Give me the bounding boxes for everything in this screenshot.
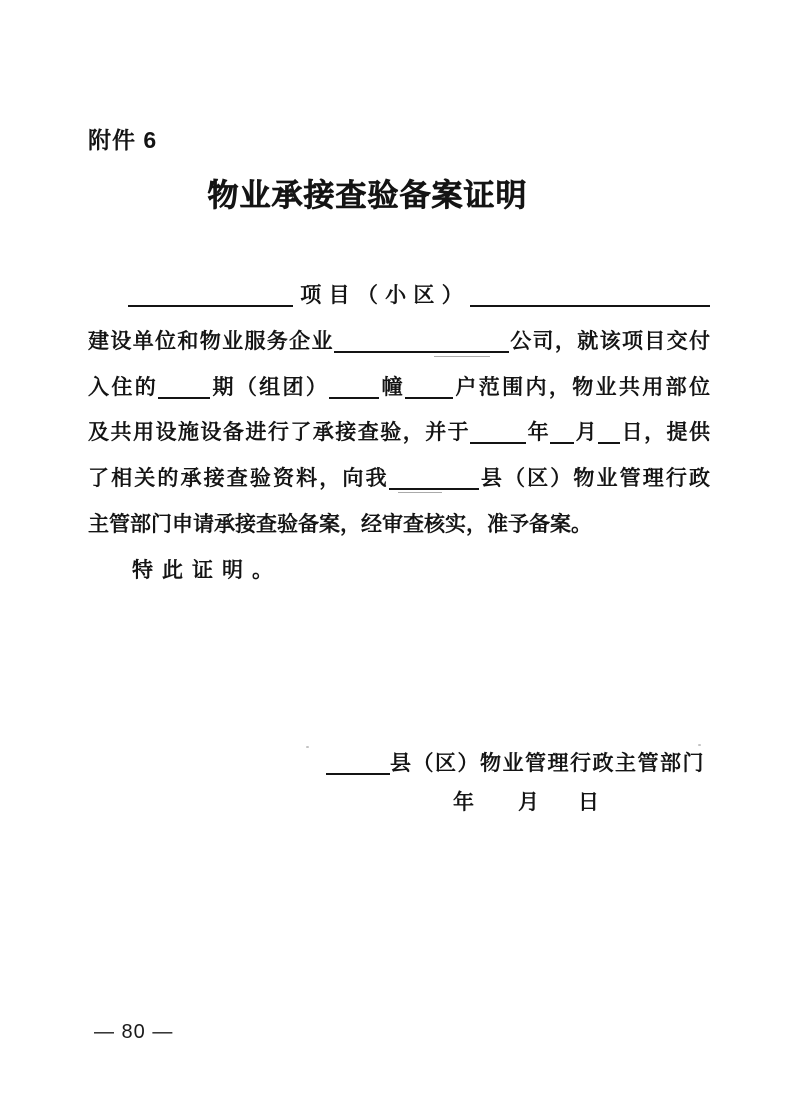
form-line-county xyxy=(88,456,710,502)
day-blank xyxy=(598,436,620,444)
signature-authority: 县（区）物业管理行政主管部门 xyxy=(390,752,705,775)
phase-blank xyxy=(158,391,210,399)
month-blank xyxy=(550,436,574,444)
scan-speck xyxy=(306,746,309,748)
project-name-blank-2 xyxy=(470,299,710,307)
signature-day-label: 日 xyxy=(578,791,599,814)
company-line-left: 建设单位和物业服务企业 xyxy=(88,329,334,353)
page-number: — 80 — xyxy=(94,1021,174,1043)
form-line-company xyxy=(88,319,710,365)
county-line-seg2: 县（区）物业管理行政 xyxy=(478,467,711,491)
form-line-phase xyxy=(88,365,710,411)
signature-date-line xyxy=(88,790,710,816)
company-line-right: 公司，就该项目交付 xyxy=(508,329,711,353)
county-line-seg1: 了相关的承接查验资料，向我 xyxy=(88,467,389,491)
form-line-inspection-date xyxy=(88,410,710,456)
phase-line-seg2: 期（组团） xyxy=(210,375,330,399)
signature-county-blank xyxy=(326,767,390,775)
scan-artifact-line xyxy=(434,356,490,357)
project-name-blank xyxy=(128,299,293,307)
month-label: 月 xyxy=(574,421,599,445)
phase-line-seg4: 户范围内，物业共用部位 xyxy=(453,375,711,399)
signature-authority-line xyxy=(88,751,705,777)
year-blank xyxy=(470,436,526,444)
day-label-rest: 日，提供 xyxy=(620,421,711,445)
phase-line-seg3: 幢 xyxy=(379,375,406,399)
phase-line-seg1: 入住的 xyxy=(88,375,159,399)
building-blank xyxy=(329,391,379,399)
signature-year-label: 年 xyxy=(453,791,474,814)
company-name-blank xyxy=(334,345,509,353)
hereby-certify-line: 特此证明。 xyxy=(132,558,282,582)
form-line-project xyxy=(88,273,710,319)
project-label: 项目（小区） xyxy=(293,284,470,307)
scan-artifact-line xyxy=(398,492,442,493)
document-title: 物业承接查验备案证明 xyxy=(207,178,528,213)
form-line-approval: 主管部门申请承接查验备案，经审查核实，准予备案。 xyxy=(88,512,592,536)
county-name-blank xyxy=(389,482,479,490)
year-label: 年 xyxy=(526,421,551,445)
signature-month-label: 月 xyxy=(518,791,539,814)
attachment-label: 附件 6 xyxy=(88,127,158,153)
document-body xyxy=(88,273,710,594)
inspection-line-seg1: 及共用设施设备进行了承接查验，并于 xyxy=(88,421,471,445)
scan-speck xyxy=(698,744,701,746)
household-blank xyxy=(405,391,453,399)
